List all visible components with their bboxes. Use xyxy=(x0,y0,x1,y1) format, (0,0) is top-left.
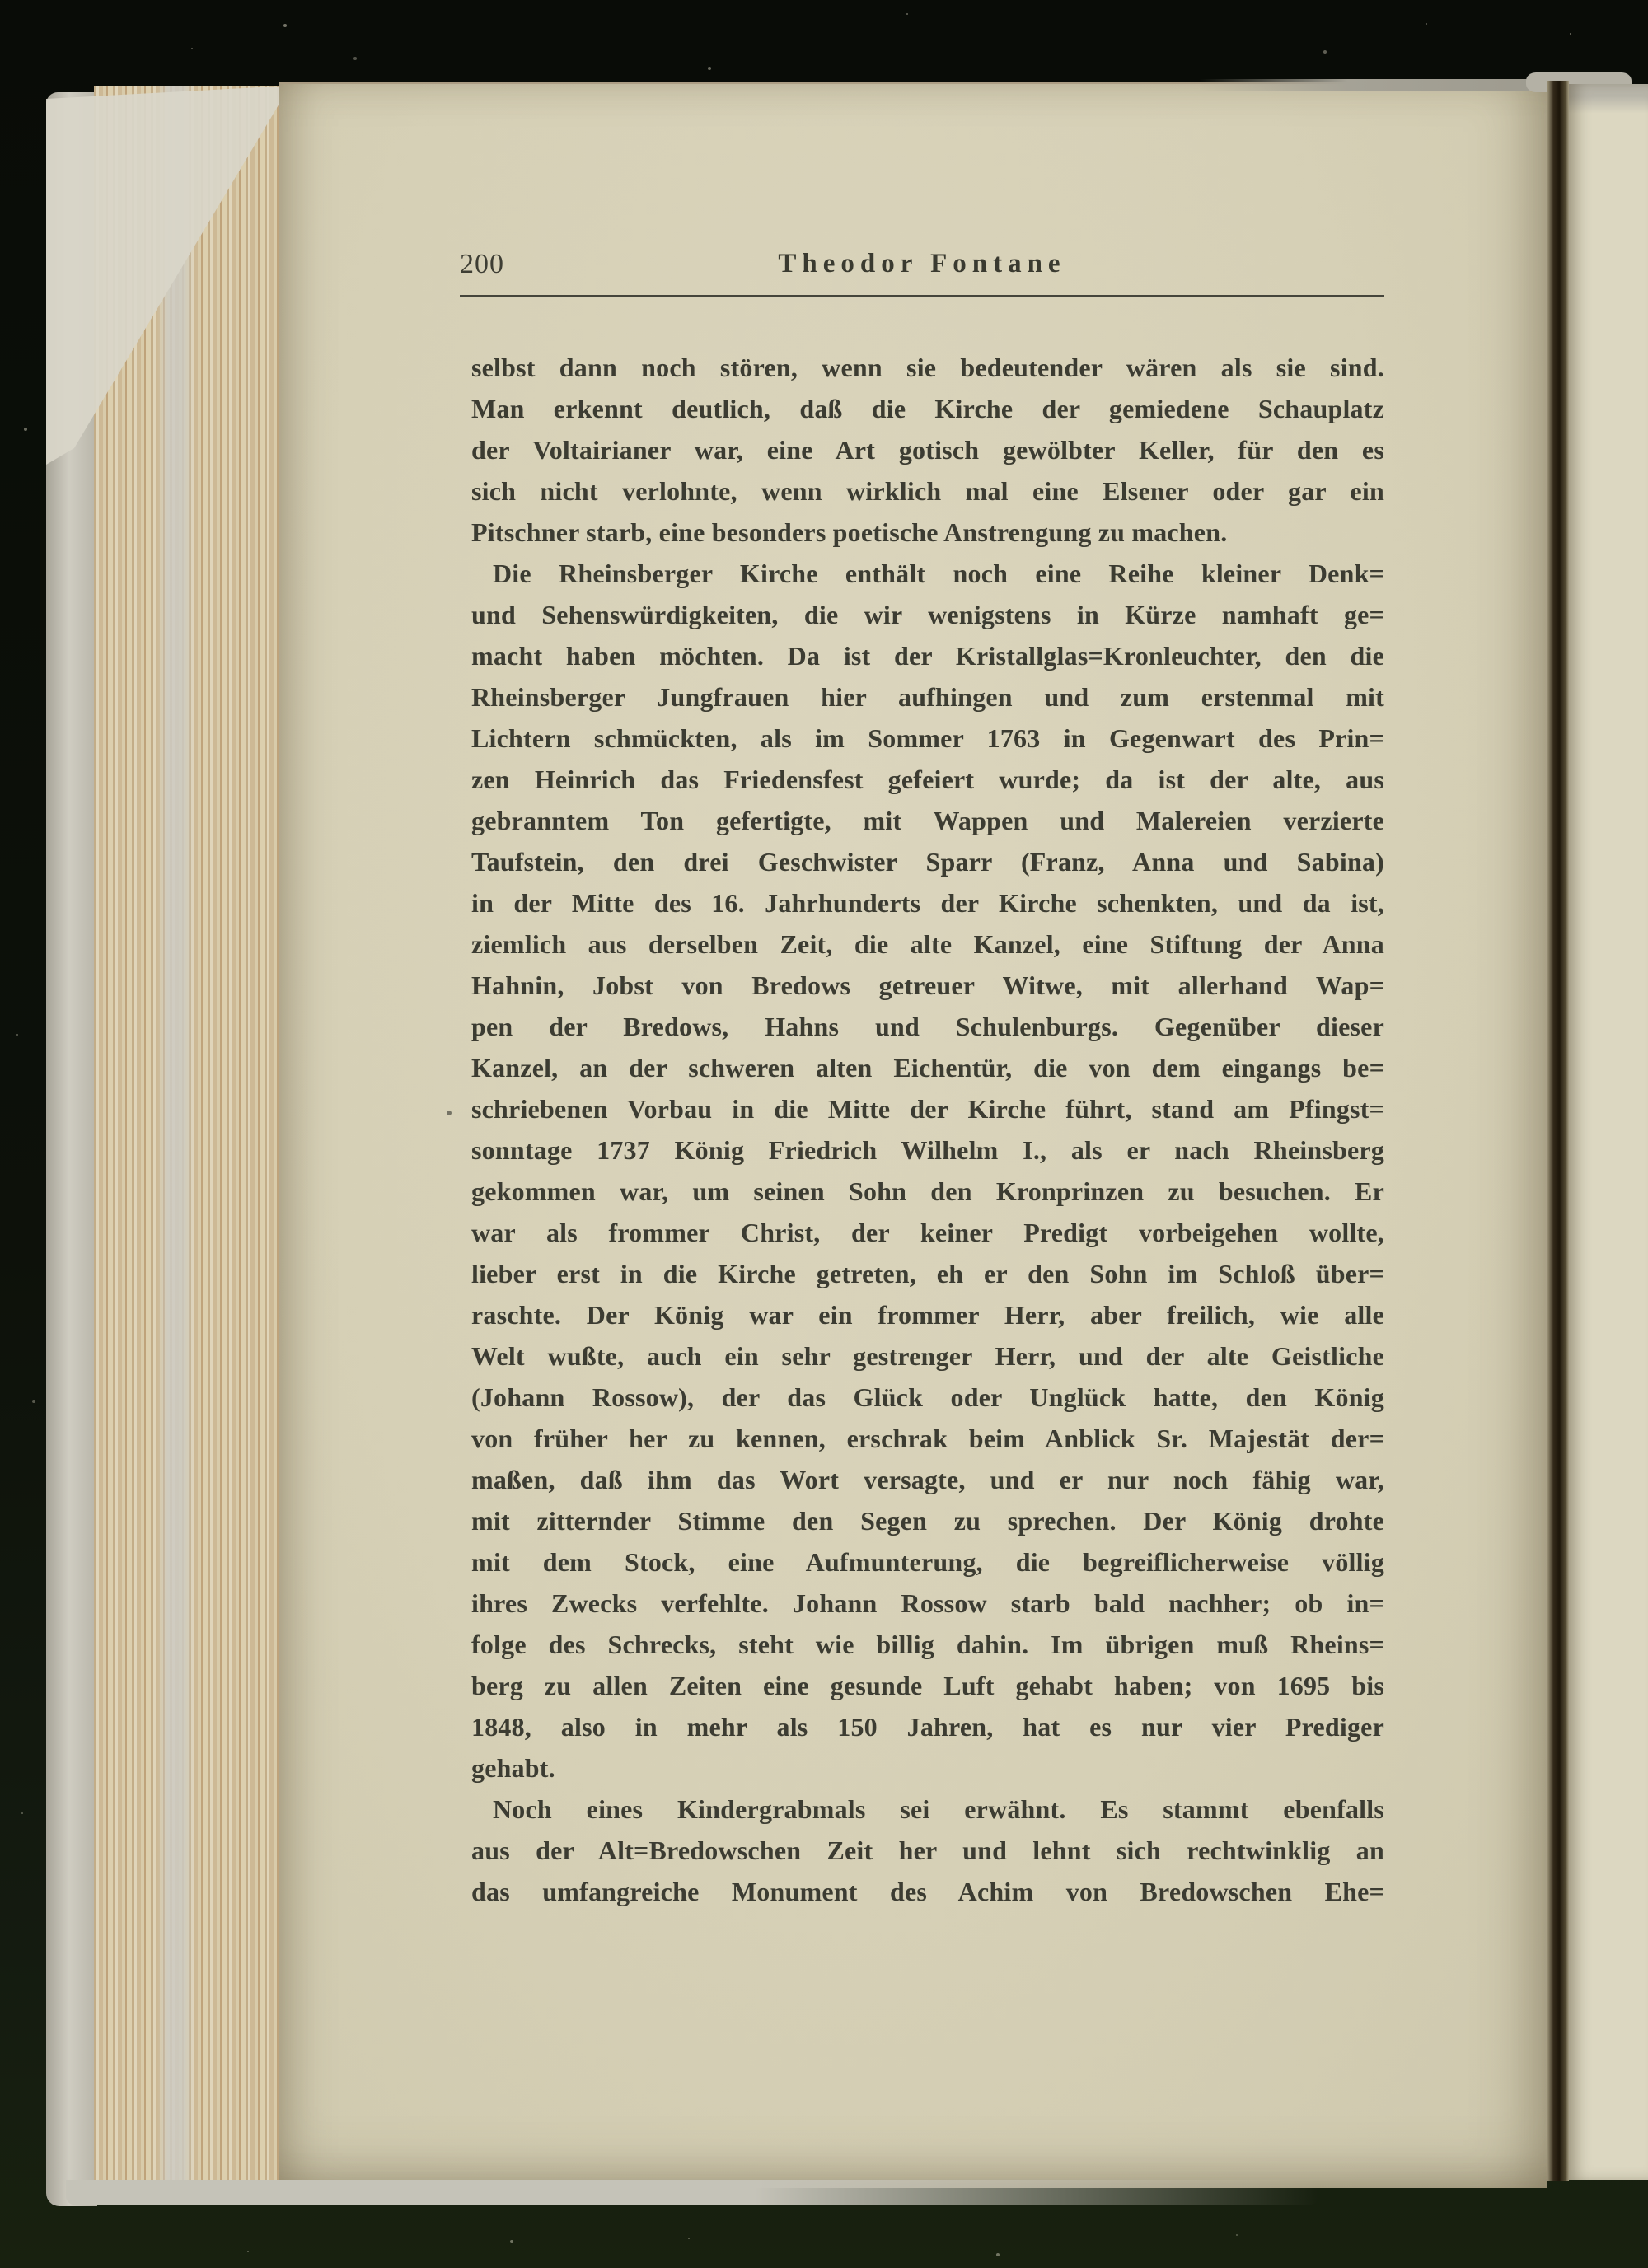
body-text-line: mit zitternder Stimme den Segen zu sprechen. Der König drohte xyxy=(471,1506,1384,1536)
body-text-line: von früher her zu kennen, erschrak beim Anblick Sr. Majestät der= xyxy=(471,1424,1384,1453)
body-text-line: und Sehenswürdigkeiten, die wir wenigstens in Kürze namhaft ge= xyxy=(471,600,1384,629)
body-text-line: Noch eines Kindergrabmals sei erwähnt. Es stammt ebenfalls xyxy=(493,1794,1384,1824)
body-text-line: das umfangreiche Monument des Achim von Bredowschen Ehe= xyxy=(471,1877,1384,1906)
body-text-line: Kanzel, an der schweren alten Eichentür, die von dem eingangs be= xyxy=(471,1053,1384,1083)
page-body-text xyxy=(471,347,1384,1912)
book-page-left xyxy=(279,82,1547,2188)
body-text-line: war als frommer Christ, der keiner Predigt vorbeigehen wollte, xyxy=(471,1218,1384,1247)
margin-print-mark xyxy=(447,1111,452,1115)
body-text-line: Welt wußte, auch ein sehr gestrenger Herr, und der alte Geistliche xyxy=(471,1341,1384,1371)
body-text-line: mit dem Stock, eine Aufmunterung, die begreiflicherweise völlig xyxy=(471,1547,1384,1577)
body-text-line: sonntage 1737 König Friedrich Wilhelm I., als er nach Rheinsberg xyxy=(471,1135,1384,1165)
body-text-line: maßen, daß ihm das Wort versagte, und er nur noch fähig war, xyxy=(471,1465,1384,1494)
facing-page-edge xyxy=(1569,84,1648,2180)
page-head-edge xyxy=(1200,79,1569,91)
page-header xyxy=(460,249,1384,287)
body-text-line: macht haben möchten. Da ist der Kristallglas=Kronleuchter, den die xyxy=(471,641,1384,671)
body-text-line: ziemlich aus derselben Zeit, die alte Kanzel, eine Stiftung der Anna xyxy=(471,929,1384,959)
body-text-line: raschte. Der König war ein frommer Herr, aber freilich, wie alle xyxy=(471,1300,1384,1330)
book-gutter xyxy=(1547,81,1569,2181)
body-text-line: gebranntem Ton gefertigte, mit Wappen und Malereien verzierte xyxy=(471,806,1384,835)
body-text-line: pen der Bredows, Hahns und Schulenburgs. Gegenüber dieser xyxy=(471,1012,1384,1041)
body-text-line: gehabt. xyxy=(471,1753,555,1783)
body-text-line: Hahnin, Jobst von Bredows getreuer Witwe, mit allerhand Wap= xyxy=(471,970,1384,1000)
body-text-line: sich nicht verlohnte, wenn wirklich mal eine Elsener oder gar ein xyxy=(471,476,1384,506)
body-text-line: in der Mitte des 16. Jahrhunderts der Kirche schenkten, und da ist, xyxy=(471,888,1384,918)
open-book xyxy=(46,79,1648,2210)
body-text-line: Rheinsberger Jungfrauen hier aufhingen und zum erstenmal mit xyxy=(471,682,1384,712)
body-text-line: Taufstein, den drei Geschwister Sparr (Franz, Anna und Sabina) xyxy=(471,847,1384,877)
body-text-line: der Voltairianer war, eine Art gotisch gewölbter Keller, für den es xyxy=(471,435,1384,465)
body-text-line: Lichtern schmückten, als im Sommer 1763 in Gegenwart des Prin= xyxy=(471,723,1384,753)
running-head: Theodor Fontane xyxy=(778,249,1066,278)
body-text-line: 1848, also in mehr als 150 Jahren, hat es nur vier Prediger xyxy=(471,1712,1384,1742)
body-text-line: schriebenen Vorbau in die Mitte der Kirche führt, stand am Pfingst= xyxy=(471,1094,1384,1124)
dust-specks xyxy=(0,0,2,2)
body-text-line: (Johann Rossow), der das Glück oder Unglück hatte, den König xyxy=(471,1382,1384,1412)
page-fore-edges-stack xyxy=(94,86,280,2191)
page-number: 200 xyxy=(460,249,504,279)
body-text-line: Man erkennt deutlich, daß die Kirche der gemiedene Schauplatz xyxy=(471,394,1384,423)
body-text-line: berg zu allen Zeiten eine gesunde Luft gehabt haben; von 1695 bis xyxy=(471,1671,1384,1700)
header-rule xyxy=(460,295,1384,297)
page-bottom-edge xyxy=(66,2180,1318,2205)
body-text-line: aus der Alt=Bredowschen Zeit her und lehnt sich rechtwinklig an xyxy=(471,1835,1384,1865)
body-text-line: zen Heinrich das Friedensfest gefeiert wurde; da ist der alte, aus xyxy=(471,765,1384,794)
body-text-line: selbst dann noch stören, wenn sie bedeutender wären als sie sind. xyxy=(471,353,1384,382)
body-text-line: Pitschner starb, eine besonders poetische Anstrengung zu machen. xyxy=(471,517,1228,547)
body-text-line: Die Rheinsberger Kirche enthält noch eine Reihe kleiner Denk= xyxy=(493,559,1384,588)
body-text-line: lieber erst in die Kirche getreten, eh er den Sohn im Schloß über= xyxy=(471,1259,1384,1288)
body-text-line: ihres Zwecks verfehlte. Johann Rossow starb bald nachher; ob in= xyxy=(471,1588,1384,1618)
body-text-line: gekommen war, um seinen Sohn den Kronprinzen zu besuchen. Er xyxy=(471,1176,1384,1206)
body-text-line: folge des Schrecks, steht wie billig dahin. Im übrigen muß Rheins= xyxy=(471,1630,1384,1659)
